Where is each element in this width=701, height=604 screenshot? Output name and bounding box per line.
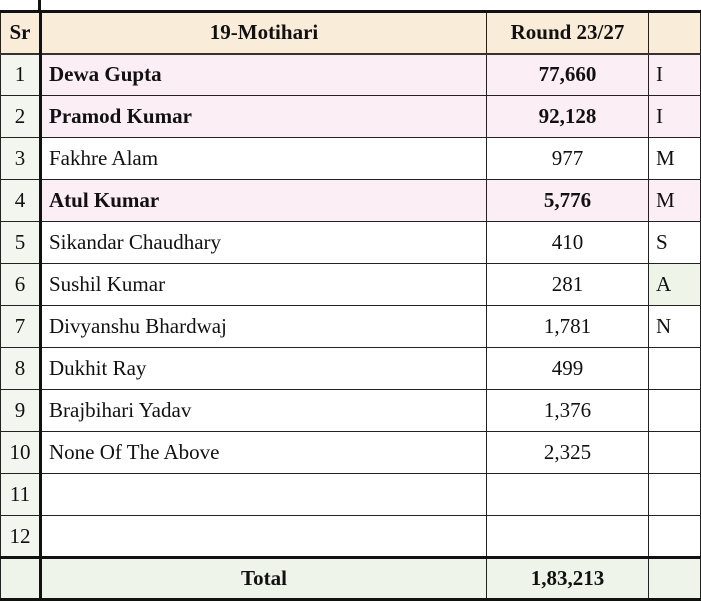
total-row: [1, 558, 701, 600]
row-sr: 3: [1, 138, 41, 180]
sr-header: Sr: [1, 12, 41, 54]
row-sr: 9: [1, 390, 41, 432]
candidate-party: [649, 432, 701, 474]
row-sr: 7: [1, 306, 41, 348]
table-row: [1, 54, 701, 96]
candidate-name: [41, 474, 487, 516]
table-row: [1, 264, 701, 306]
candidate-name: [41, 516, 487, 558]
candidate-name: Atul Kumar: [41, 180, 487, 222]
table-row: [1, 96, 701, 138]
results-table: [0, 10, 701, 601]
table-row: [1, 222, 701, 264]
candidate-votes: 1,781: [487, 306, 649, 348]
candidate-name: Dewa Gupta: [41, 54, 487, 96]
total-label: Total: [41, 558, 487, 600]
candidate-party: [649, 348, 701, 390]
total-votes: 1,83,213: [487, 558, 649, 600]
candidate-name: Sikandar Chaudhary: [41, 222, 487, 264]
candidate-party: I: [649, 54, 701, 96]
candidate-party: S: [649, 222, 701, 264]
candidate-party: I: [649, 96, 701, 138]
candidate-name: Dukhit Ray: [41, 348, 487, 390]
table-row: [1, 474, 701, 516]
candidate-votes: 92,128: [487, 96, 649, 138]
row-sr: 12: [1, 516, 41, 558]
candidate-party: M: [649, 138, 701, 180]
candidate-votes: [487, 516, 649, 558]
row-sr: 1: [1, 54, 41, 96]
top-rule: [0, 0, 662, 10]
table-row: [1, 306, 701, 348]
candidate-name: Sushil Kumar: [41, 264, 487, 306]
row-sr: 10: [1, 432, 41, 474]
round-header: Round 23/27: [487, 12, 649, 54]
header-row: [1, 12, 701, 54]
candidate-party: [649, 516, 701, 558]
row-sr: 6: [1, 264, 41, 306]
candidate-votes: 499: [487, 348, 649, 390]
row-sr: 11: [1, 474, 41, 516]
row-sr: 5: [1, 222, 41, 264]
total-sr: [1, 558, 41, 600]
candidate-name: Pramod Kumar: [41, 96, 487, 138]
candidate-party: [649, 390, 701, 432]
candidate-name: None Of The Above: [41, 432, 487, 474]
candidate-name: Divyanshu Bhardwaj: [41, 306, 487, 348]
party-header: [649, 12, 701, 54]
candidate-votes: 281: [487, 264, 649, 306]
row-sr: 8: [1, 348, 41, 390]
candidate-votes: 77,660: [487, 54, 649, 96]
candidate-votes: 977: [487, 138, 649, 180]
candidate-party: A: [649, 264, 701, 306]
candidate-votes: [487, 474, 649, 516]
candidate-party: [649, 474, 701, 516]
candidate-votes: 410: [487, 222, 649, 264]
table-row: [1, 348, 701, 390]
row-sr: 4: [1, 180, 41, 222]
candidate-party: N: [649, 306, 701, 348]
candidate-votes: 5,776: [487, 180, 649, 222]
candidate-party: M: [649, 180, 701, 222]
table-row: [1, 516, 701, 558]
candidate-name: Fakhre Alam: [41, 138, 487, 180]
table-row: [1, 432, 701, 474]
row-sr: 2: [1, 96, 41, 138]
candidate-votes: 2,325: [487, 432, 649, 474]
total-party: [649, 558, 701, 600]
table-row: [1, 180, 701, 222]
constituency-header: 19-Motihari: [41, 12, 487, 54]
candidate-votes: 1,376: [487, 390, 649, 432]
divider: [38, 0, 41, 10]
candidate-name: Brajbihari Yadav: [41, 390, 487, 432]
table-row: [1, 138, 701, 180]
table-row: [1, 390, 701, 432]
